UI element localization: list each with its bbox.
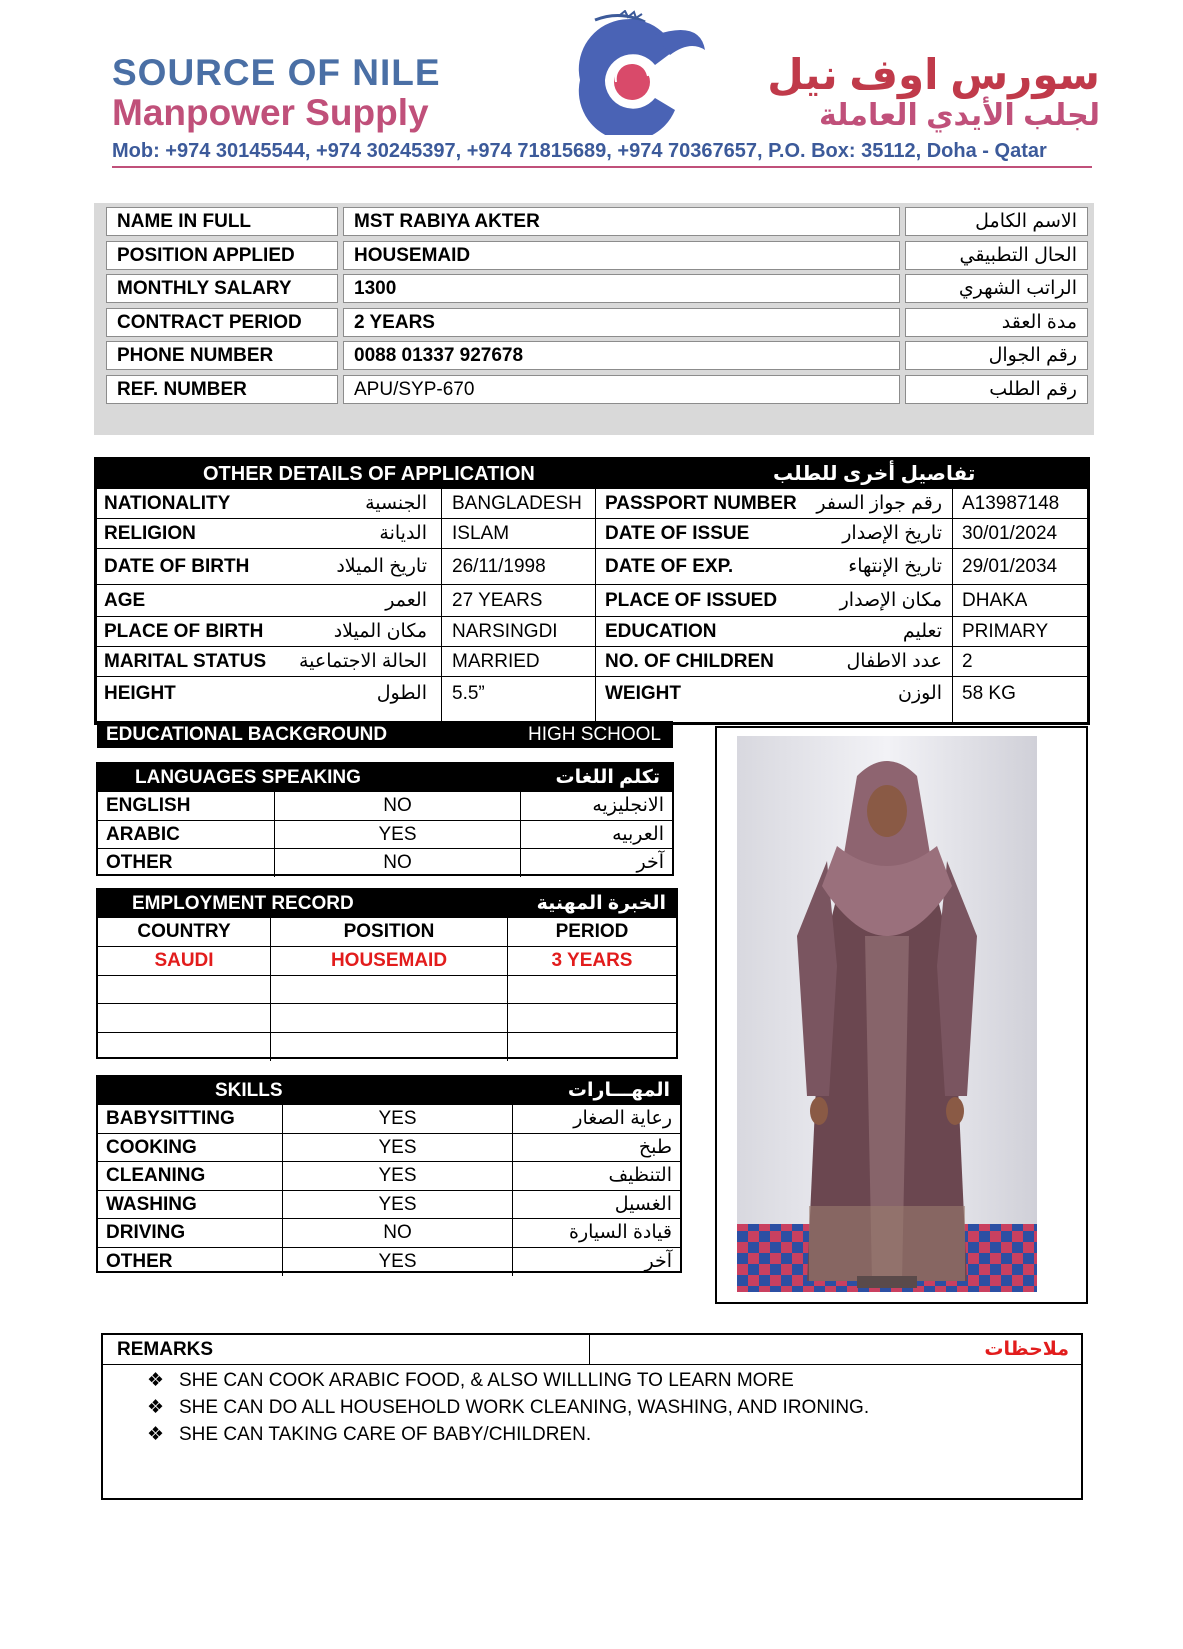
skill-value: YES [282, 1105, 512, 1133]
other-details-table [94, 457, 1090, 725]
detail-label: DATE OF EXP. [605, 556, 734, 577]
detail-label: MARITAL STATUS [104, 651, 267, 672]
bullet-icon: ❖ [147, 1397, 165, 1418]
skill-value: YES [282, 1134, 512, 1162]
detail-label-ar: تعليم [902, 621, 942, 642]
summary-value: 1300 [343, 274, 900, 303]
summary-label-ar: رقم الطلب [905, 375, 1088, 404]
other-details-title-en: OTHER DETAILS OF APPLICATION [203, 463, 535, 485]
skill-name: OTHER [106, 1250, 173, 1272]
detail-label: NATIONALITY [104, 493, 231, 514]
languages-title-en: LANGUAGES SPEAKING [135, 767, 361, 788]
other-details-row [97, 518, 1087, 548]
summary-label-ar: مدة العقد [905, 308, 1088, 337]
language-row [98, 848, 672, 877]
detail-label: PLACE OF BIRTH [104, 621, 264, 642]
detail-label-ar: مكان الإصدار [839, 590, 942, 611]
other-details-row [97, 676, 1087, 710]
skills-table [96, 1075, 682, 1273]
employment-cell [507, 976, 676, 1004]
applicant-photo-frame [715, 726, 1088, 1304]
employment-cell [507, 1033, 676, 1061]
detail-label: DATE OF BIRTH [104, 556, 250, 577]
company-name-en: SOURCE OF NILE [112, 52, 441, 93]
employment-columns [98, 917, 676, 946]
skill-name-ar: الغسيل [512, 1191, 680, 1219]
detail-label: PASSPORT NUMBER [605, 493, 797, 514]
skill-name-ar: آخر [512, 1248, 680, 1276]
education-label: EDUCATIONAL BACKGROUND [106, 724, 388, 745]
skills-title-en: SKILLS [215, 1080, 283, 1101]
summary-label-ar: الحال التطبيقي [905, 241, 1088, 270]
summary-label: REF. NUMBER [106, 375, 338, 404]
skill-row [98, 1104, 680, 1133]
language-row [98, 820, 672, 849]
employment-header [98, 890, 676, 918]
detail-value: 2 [962, 651, 973, 672]
detail-value: MARRIED [452, 651, 540, 672]
summary-label: PHONE NUMBER [106, 341, 338, 370]
language-name-ar: الانجليزيه [520, 792, 672, 820]
employment-cell [98, 1004, 270, 1032]
employment-title-ar: الخبرة المهنية [536, 893, 666, 914]
remark-item [147, 1421, 591, 1449]
other-details-row [97, 548, 1087, 584]
summary-value: APU/SYP-670 [343, 375, 900, 404]
employment-cell [98, 976, 270, 1004]
employment-cell [507, 1004, 676, 1032]
summary-row [106, 241, 1088, 272]
employment-row [98, 1032, 676, 1061]
skill-name-ar: رعاية الصغار [512, 1105, 680, 1133]
skill-row [98, 1133, 680, 1162]
other-details-header [97, 460, 1087, 488]
languages-header [98, 764, 672, 792]
summary-row [106, 341, 1088, 372]
skill-name-ar: التنظيف [512, 1162, 680, 1190]
summary-row [106, 375, 1088, 406]
employment-title-en: EMPLOYMENT RECORD [132, 893, 354, 914]
detail-label-ar: عدد الاطفال [846, 651, 942, 672]
detail-label-ar: العمر [385, 590, 427, 611]
detail-value: 58 KG [962, 683, 1016, 704]
skill-name: CLEANING [106, 1165, 206, 1186]
summary-label-ar: رقم الجوال [905, 341, 1088, 370]
other-details-title-ar: تفاصيل أخرى للطلب [773, 463, 976, 485]
detail-label-ar: تاريخ الإنتهاء [848, 556, 942, 577]
skills-title-ar: المهـــارات [567, 1080, 670, 1101]
skill-value: YES [282, 1248, 512, 1276]
languages-title-ar: تكلم اللغات [555, 767, 660, 788]
summary-label: CONTRACT PERIOD [106, 308, 338, 337]
summary-value: MST RABIYA AKTER [343, 207, 900, 236]
remark-item [147, 1394, 869, 1422]
remark-text: SHE CAN DO ALL HOUSEHOLD WORK CLEANING, WASHING, AND IRONING. [179, 1397, 870, 1418]
detail-label: AGE [104, 590, 146, 611]
detail-label: NO. OF CHILDREN [605, 651, 774, 672]
summary-row [106, 207, 1088, 238]
other-details-row [97, 488, 1087, 518]
company-logo [560, 10, 710, 135]
skill-name: WASHING [106, 1193, 197, 1215]
detail-label-ar: الوزن [897, 683, 942, 704]
remarks-title-en: REMARKS [117, 1339, 214, 1360]
summary-label: NAME IN FULL [106, 207, 338, 236]
summary-label-ar: الاسم الكامل [905, 207, 1088, 236]
employment-column-header: PERIOD [507, 918, 676, 946]
remarks-box [101, 1333, 1083, 1500]
detail-label: PLACE OF ISSUED [605, 590, 778, 611]
detail-label-ar: مكان الميلاد [333, 621, 427, 642]
detail-label-ar: رقم جواز السفر [816, 493, 942, 514]
detail-value: BANGLADESH [452, 493, 582, 514]
employment-row [98, 1003, 676, 1032]
skill-row [98, 1218, 680, 1247]
applicant-photo [737, 736, 1037, 1292]
skills-header [98, 1077, 680, 1105]
skill-name-ar: طبخ [512, 1134, 680, 1162]
remark-text: SHE CAN TAKING CARE OF BABY/CHILDREN. [179, 1424, 592, 1445]
employment-column-header: COUNTRY [137, 921, 231, 942]
remark-text: SHE CAN COOK ARABIC FOOD, & ALSO WILLLING TO LEARN MORE [179, 1370, 794, 1391]
summary-value: 0088 01337 927678 [343, 341, 900, 370]
language-value: YES [274, 821, 520, 849]
contact-line: Mob: +974 30145544, +974 30245397, +974 71815689, +974 70367657, P.O. Box: 35112, Doha - Qatar [112, 140, 1092, 168]
detail-label: HEIGHT [104, 683, 176, 704]
summary-label: MONTHLY SALARY [106, 274, 338, 303]
detail-value: 30/01/2024 [962, 523, 1058, 544]
skill-name: DRIVING [106, 1222, 186, 1243]
employment-row [98, 975, 676, 1004]
remarks-header [103, 1335, 1081, 1365]
detail-label-ar: الطول [376, 683, 427, 704]
remarks-title-ar: ملاحظات [984, 1339, 1069, 1360]
detail-label-ar: تاريخ الميلاد [336, 556, 427, 577]
summary-label-ar: الراتب الشهري [905, 274, 1088, 303]
skill-value: NO [282, 1219, 512, 1247]
employment-cell: HOUSEMAID [270, 947, 507, 975]
language-name-ar: آخر [520, 849, 672, 877]
other-details-row [97, 646, 1087, 676]
language-name: ARABIC [106, 823, 180, 845]
employment-cell [270, 1004, 507, 1032]
languages-table [96, 762, 674, 876]
language-name: OTHER [106, 852, 173, 873]
skill-row [98, 1190, 680, 1219]
skill-row [98, 1247, 680, 1276]
remark-item [147, 1367, 794, 1395]
company-tagline-ar: لجلب الأيدي العاملة [818, 99, 1100, 132]
detail-value: 27 YEARS [452, 590, 543, 611]
detail-value: 26/11/1998 [452, 556, 546, 577]
detail-value: A13987148 [962, 493, 1060, 514]
detail-value: ISLAM [452, 523, 510, 544]
detail-label: RELIGION [104, 523, 196, 544]
other-details-row [97, 584, 1087, 616]
language-row [98, 791, 672, 820]
education-value: HIGH SCHOOL [527, 724, 661, 745]
language-name-ar: العربيه [520, 821, 672, 849]
other-details-row [97, 616, 1087, 646]
employment-table [96, 888, 678, 1059]
skill-value: YES [282, 1162, 512, 1190]
detail-label: WEIGHT [605, 683, 681, 704]
summary-value: HOUSEMAID [343, 241, 900, 270]
detail-value: DHAKA [962, 590, 1028, 611]
detail-label: DATE OF ISSUE [605, 523, 750, 544]
skill-name: BABYSITTING [106, 1108, 235, 1129]
detail-label-ar: الجنسية [365, 493, 427, 514]
employment-cell [270, 976, 507, 1004]
detail-label: EDUCATION [605, 621, 717, 642]
detail-value: PRIMARY [962, 621, 1049, 642]
company-tagline-en: Manpower Supply [112, 92, 429, 133]
detail-value: 29/01/2034 [962, 556, 1058, 577]
company-name-ar: سورس اوف نيل [767, 51, 1100, 98]
employment-cell [270, 1033, 507, 1061]
detail-label-ar: تاريخ الإصدار [842, 523, 942, 544]
bullet-icon: ❖ [147, 1424, 165, 1445]
language-name: ENGLISH [106, 795, 191, 816]
summary-value: 2 YEARS [343, 308, 900, 337]
remarks-divider [589, 1335, 590, 1364]
detail-label-ar: الديانة [379, 523, 427, 544]
language-value: NO [274, 849, 520, 877]
skill-name-ar: قيادة السيارة [512, 1219, 680, 1247]
employment-row [98, 946, 676, 975]
education-bar [97, 721, 673, 748]
summary-label: POSITION APPLIED [106, 241, 338, 270]
skill-value: YES [282, 1191, 512, 1219]
employment-column-header: POSITION [270, 918, 507, 946]
summary-row [106, 308, 1088, 339]
summary-row [106, 274, 1088, 305]
detail-value: 5.5” [452, 683, 485, 704]
language-value: NO [274, 792, 520, 820]
employment-cell: SAUDI [154, 950, 214, 971]
bullet-icon: ❖ [147, 1370, 165, 1391]
detail-label-ar: الحالة الاجتماعية [299, 651, 427, 672]
detail-value: NARSINGDI [452, 621, 558, 642]
skill-name: COOKING [106, 1136, 197, 1158]
employment-cell [98, 1033, 270, 1061]
skill-row [98, 1161, 680, 1190]
employment-cell: 3 YEARS [507, 947, 676, 975]
